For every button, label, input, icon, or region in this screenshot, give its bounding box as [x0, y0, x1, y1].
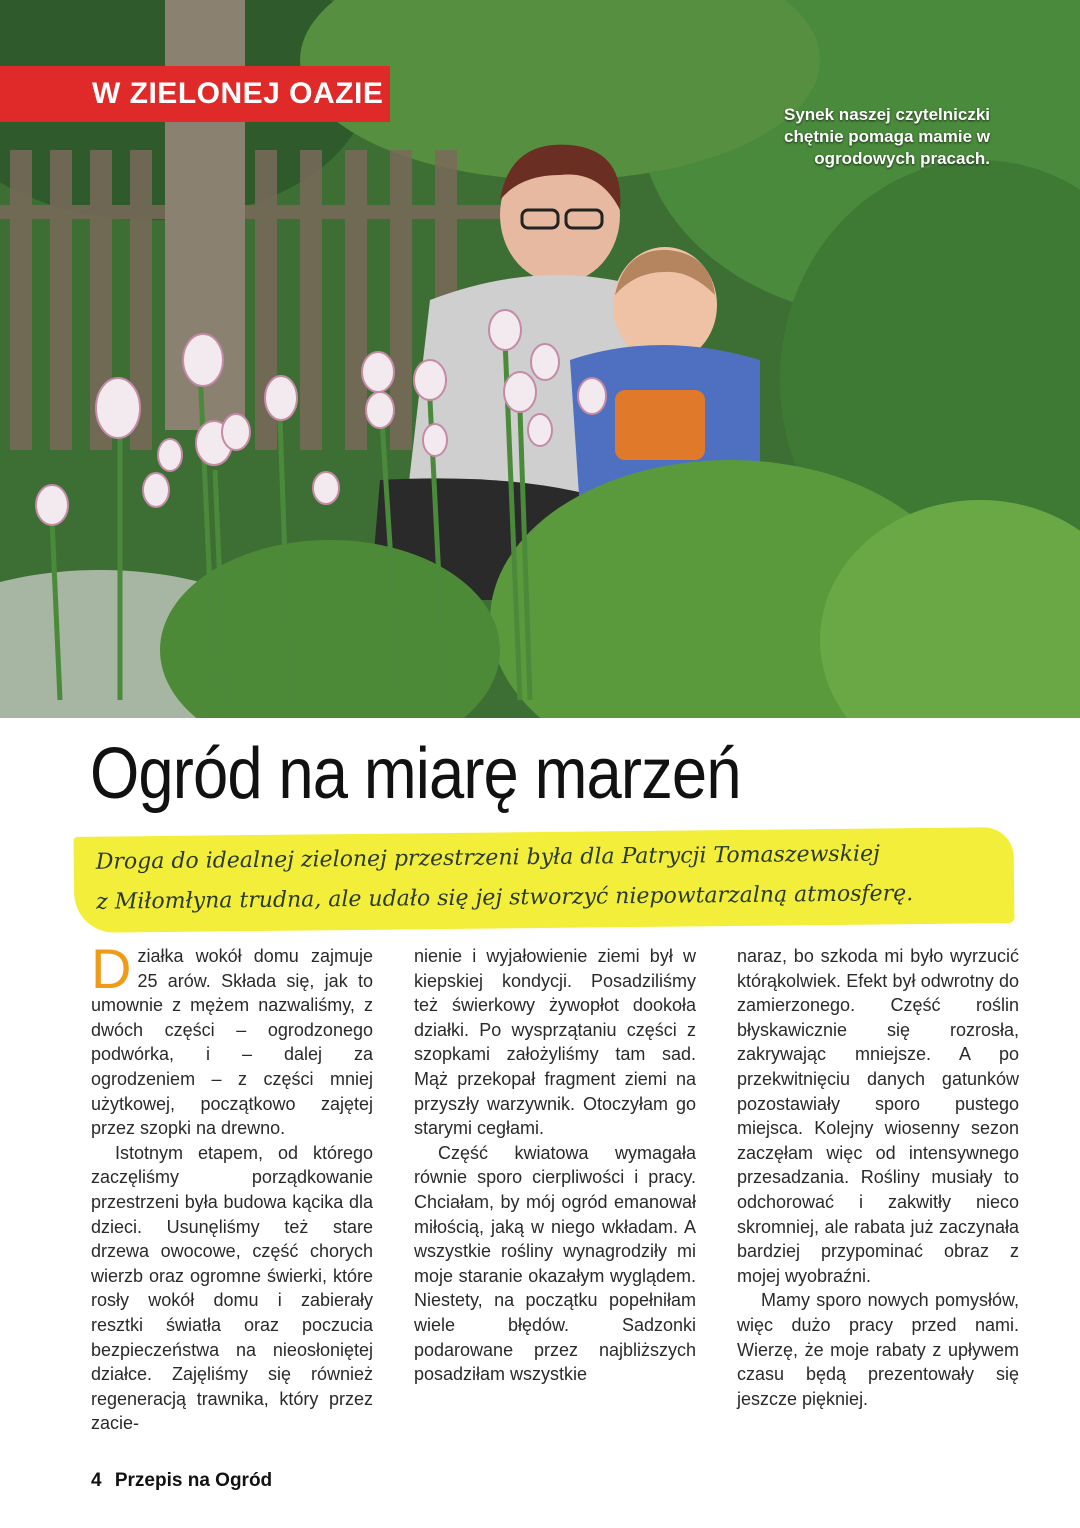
column-3 [737, 944, 1019, 1411]
paragraph: nienie i wyjałowienie ziemi był w kiepskiej kondycji. Posadziliśmy też świerkowy żywopłot dookoła działki. Po wysprzątaniu części z szopkami założyliśmy tam sad. Mąż przekopał fragment ziemi na przyszły warzywnik. Otoczyłam go starymi cegłami. [414, 946, 696, 1139]
paragraph: naraz, bo szkoda mi było wyrzucić którąkolwiek. Efekt był odwrotny do zamierzonego. Część roślin błyskawicznie się rozrosła, zakrywając mniejsze. A po przekwitnięciu danych gatunków pozostawiały sporo pustego miejsca. Kolejny wiosenny sezon zaczęłam więc od intensywnego przesadzania. Rośliny musiały to odchorować i zakwitły nieco skromniej, ale rabata już zaczynała bardziej przypominać obraz z mojej wyobraźni. [737, 946, 1019, 1286]
article-body [91, 937, 1019, 1444]
magazine-name: Przepis na Ogród [114, 1470, 273, 1491]
lead-line-1: Droga do idealnej zielonej przestrzeni była dla Patrycji Tomaszewskiej [95, 841, 880, 875]
page-number: 4 [91, 1470, 102, 1491]
hero-photo [0, 0, 1080, 718]
section-tag: W ZIELONEJ OAZIE [0, 66, 390, 122]
paragraph: Mamy sporo nowych pomysłów, więc dużo pracy przed nami. Wierzę, że moje rabaty z upływem czasu będą prezentowały się jeszcze piękniej. [737, 1290, 1019, 1409]
drop-cap: D [91, 937, 132, 1000]
paragraph: Istotnym etapem, od którego zaczęliśmy porządkowanie przestrzeni była budowa kącika dla dzieci. Usunęliśmy też stare drzewa owocowe, część chorych wierzb oraz ogromne świerki, które rosły wokół domu i zabierały resztki światła oraz poczucia bezpieczeństwa na nieosłoniętej działce. Zajęliśmy się również regeneracją trawnika, który przez zacie- [91, 1142, 373, 1434]
column-2 [414, 944, 696, 1387]
page-footer [91, 1470, 272, 1492]
paragraph [91, 937, 373, 1141]
lead-highlight [74, 827, 1015, 933]
lead-line-2: z Miłomłyna trudna, ale udało się jej stworzyć niepowtarzalną atmosferę. [96, 881, 914, 915]
column-1 [91, 937, 373, 1436]
headline: Ogród na miarę marzeń [90, 734, 741, 814]
paragraph-text: ziałka wokół domu zajmuje 25 arów. Składa się, jak to umownie z mężem nazwaliśmy, z dwóch części – ogrodzonego podwórka, i – dalej za ogrodzeniem – z części mniej użytkowej, początkowo zajętej przez szopki na drewno. [91, 946, 373, 1139]
paragraph: Część kwiatowa wymagała równie sporo cierpliwości i pracy. Chciałam, by mój ogród emanował miłością, jaką w niego wkładam. A wszystkie rośliny wynagrodziły mi moje staranie okazałym wyglądem. Niestety, na początku popełniłam wiele błędów. Sadzonki podarowane przez najbliższych posadziłam wszystkie [414, 1142, 696, 1385]
photo-caption: Synek naszej czytelniczki chętnie pomaga mamie w ogrodowych pracach. [784, 105, 990, 168]
